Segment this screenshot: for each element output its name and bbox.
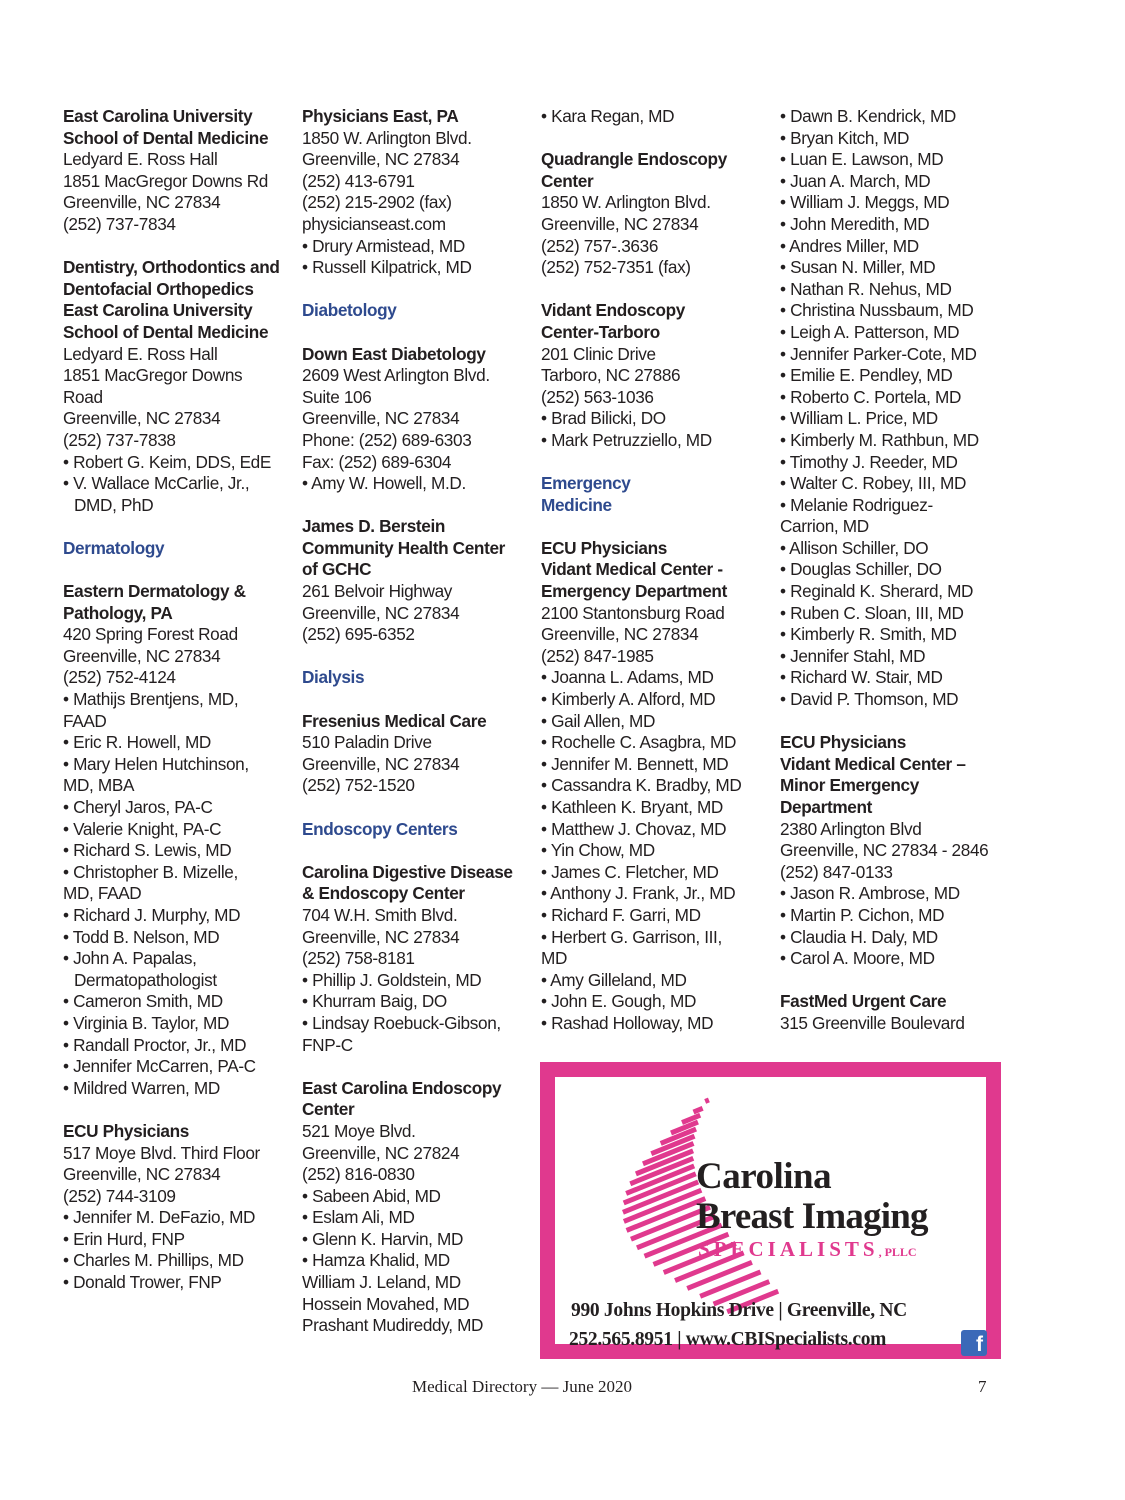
directory-entry xyxy=(302,1078,527,1337)
entry-line: Road xyxy=(63,386,103,407)
directory-entry xyxy=(63,106,288,236)
ad-business-name-line1: Carolina xyxy=(696,1156,832,1197)
entry-line: (252) 752-1520 xyxy=(302,775,415,796)
entry-line: 704 W.H. Smith Blvd. xyxy=(302,904,458,925)
entry-name: Quadrangle Endoscopy xyxy=(541,149,727,170)
entry-line: 510 Paladin Drive xyxy=(302,732,432,753)
entry-line: • Phillip J. Goldstein, MD xyxy=(302,969,482,990)
entry-line: • Walter C. Robey, III, MD xyxy=(780,473,967,494)
directory-entry xyxy=(302,106,527,279)
entry-line: (252) 847-1985 xyxy=(541,645,654,666)
ad-subtitle-suffix: , PLLC xyxy=(878,1245,917,1259)
entry-line: Ledyard E. Ross Hall xyxy=(63,343,218,364)
entry-name: Dentofacial Orthopedics xyxy=(63,278,254,299)
entry-line: Greenville, NC 27834 xyxy=(302,408,460,429)
entry-line: • Rochelle C. Asagbra, MD xyxy=(541,732,737,753)
entry-line: Greenville, NC 27834 xyxy=(541,213,699,234)
directory-entry xyxy=(541,538,766,1035)
entry-line: • Claudia H. Daly, MD xyxy=(780,926,938,947)
entry-line: (252) 695-6352 xyxy=(302,624,415,645)
entry-line: DMD, PhD xyxy=(74,494,154,515)
entry-line: • David P. Thomson, MD xyxy=(780,689,959,710)
page-number: 7 xyxy=(978,1377,987,1396)
entry-line: • Timothy J. Reeder, MD xyxy=(780,451,958,472)
entry-line: • Emilie E. Pendley, MD xyxy=(780,365,953,386)
entry-name: School of Dental Medicine xyxy=(63,127,269,148)
entry-line: MD, FAAD xyxy=(63,883,142,904)
entry-line: (252) 215-2902 (fax) xyxy=(302,192,452,213)
entry-line: • Nathan R. Nehus, MD xyxy=(780,278,952,299)
entry-line: • Hamza Khalid, MD xyxy=(302,1250,450,1271)
entry-line: physicianseast.com xyxy=(302,213,446,234)
section-heading xyxy=(302,819,527,841)
entry-line: • Brad Bilicki, DO xyxy=(541,408,666,429)
section-title: Dialysis xyxy=(302,667,365,688)
entry-line: 261 Belvoir Highway xyxy=(302,581,453,602)
entry-line: • Kara Regan, MD xyxy=(541,106,675,126)
ad-business-name-line2: Breast Imaging xyxy=(696,1196,928,1237)
entry-line: • Valerie Knight, PA-C xyxy=(63,818,222,839)
section-title: Dermatology xyxy=(63,537,165,558)
entry-name: Fresenius Medical Care xyxy=(302,710,487,731)
entry-name: Physicians East, PA xyxy=(302,106,459,126)
entry-name: East Carolina Endoscopy xyxy=(302,1077,502,1098)
entry-name: Eastern Dermatology & xyxy=(63,581,246,602)
entry-line: 2380 Arlington Blvd xyxy=(780,818,922,839)
entry-line: 201 Clinic Drive xyxy=(541,343,656,364)
entry-line: • Melanie Rodriguez- xyxy=(780,494,933,515)
entry-line: • Jennifer Stahl, MD xyxy=(780,645,926,666)
entry-line: Prashant Mudireddy, MD xyxy=(302,1315,484,1336)
entry-line: Greenville, NC 27834 xyxy=(302,149,460,170)
entry-name: & Endoscopy Center xyxy=(302,883,465,904)
entry-line: • Glenn K. Harvin, MD xyxy=(302,1228,464,1249)
entry-name: Department xyxy=(780,797,873,817)
entry-line: • Ruben C. Sloan, III, MD xyxy=(780,602,964,623)
entry-line: • Anthony J. Frank, Jr., MD xyxy=(541,883,736,904)
entry-line: • Kimberly M. Rathbun, MD xyxy=(780,429,979,450)
directory-entry xyxy=(63,257,288,516)
entry-line: • Jennifer M. DeFazio, MD xyxy=(63,1207,256,1228)
directory-entry xyxy=(302,862,527,1056)
entry-line: • Allison Schiller, DO xyxy=(780,537,929,558)
entry-line: • Juan A. March, MD xyxy=(780,170,931,191)
entry-name: Center xyxy=(541,170,594,191)
entry-line: • Robert G. Keim, DDS, EdE xyxy=(63,451,272,472)
entry-line: 1850 W. Arlington Blvd. xyxy=(302,127,472,148)
entry-line: Ledyard E. Ross Hall xyxy=(63,149,218,170)
entry-line: • James C. Fletcher, MD xyxy=(541,861,719,882)
entry-line: • Gail Allen, MD xyxy=(541,710,656,731)
entry-line: • William J. Meggs, MD xyxy=(780,192,950,213)
entry-line: (252) 744-3109 xyxy=(63,1185,176,1206)
entry-line: Hossein Movahed, MD xyxy=(302,1293,470,1314)
entry-name: School of Dental Medicine xyxy=(63,321,269,342)
entry-line: • Matthew J. Chovaz, MD xyxy=(541,818,727,839)
directory-column-3 xyxy=(541,106,766,1056)
entry-line: (252) 847-0133 xyxy=(780,861,893,882)
entry-line: 1850 W. Arlington Blvd. xyxy=(541,192,711,213)
entry-line: • Reginald K. Sherard, MD xyxy=(780,581,974,602)
entry-name: ECU Physicians xyxy=(541,537,667,558)
entry-line: MD xyxy=(541,948,568,969)
footer-title: Medical Directory — June 2020 xyxy=(412,1377,632,1396)
entry-line: • Carol A. Moore, MD xyxy=(780,948,935,969)
entry-line: Fax: (252) 689-6304 xyxy=(302,451,452,472)
entry-line: • Richard J. Murphy, MD xyxy=(63,904,241,925)
entry-line: • Kimberly A. Alford, MD xyxy=(541,689,716,710)
entry-line: (252) 752-4124 xyxy=(63,667,176,688)
entry-name: Center xyxy=(302,1099,355,1120)
entry-line: • John E. Gough, MD xyxy=(541,991,697,1012)
entry-name: FastMed Urgent Care xyxy=(780,991,947,1012)
entry-line: • Richard W. Stair, MD xyxy=(780,667,943,688)
entry-line: 315 Greenville Boulevard xyxy=(780,1012,965,1033)
entry-line: • Amy Gilleland, MD xyxy=(541,969,687,990)
entry-line: • Luan E. Lawson, MD xyxy=(780,149,944,170)
entry-line: • Richard S. Lewis, MD xyxy=(63,840,232,861)
entry-line: 521 Moye Blvd. xyxy=(302,1120,416,1141)
entry-name: Vidant Medical Center – xyxy=(780,753,966,774)
entry-line: • Cassandra K. Bradby, MD xyxy=(541,775,742,796)
entry-line: • Douglas Schiller, DO xyxy=(780,559,942,580)
entry-line: • Mathijs Brentjens, MD, xyxy=(63,689,239,710)
entry-line: Phone: (252) 689-6303 xyxy=(302,429,472,450)
entry-line: (252) 563-1036 xyxy=(541,386,654,407)
entry-line: • Joanna L. Adams, MD xyxy=(541,667,714,688)
entry-line: 2100 Stantonsburg Road xyxy=(541,602,725,623)
entry-line: MD, MBA xyxy=(63,775,135,796)
entry-line: 1851 MacGregor Downs Rd xyxy=(63,170,268,191)
swoosh-stripe xyxy=(704,1098,710,1104)
entry-line: Greenville, NC 27824 xyxy=(302,1142,460,1163)
entry-line: Greenville, NC 27834 xyxy=(541,624,699,645)
directory-entry xyxy=(541,106,766,128)
ad-subtitle xyxy=(698,1237,917,1262)
entry-line: • Leigh A. Patterson, MD xyxy=(780,321,960,342)
directory-entry xyxy=(780,106,1020,711)
entry-line: • Richard F. Garri, MD xyxy=(541,904,701,925)
entry-line: Dermatopathologist xyxy=(74,969,217,990)
entry-line: • Donald Trower, FNP xyxy=(63,1272,222,1293)
entry-line: • Sabeen Abid, MD xyxy=(302,1185,441,1206)
directory-entry xyxy=(302,344,527,495)
entry-line: Greenville, NC 27834 xyxy=(302,926,460,947)
entry-line: Greenville, NC 27834 xyxy=(302,602,460,623)
entry-line: • John Meredith, MD xyxy=(780,213,930,234)
entry-line: (252) 737-7834 xyxy=(63,213,176,234)
entry-name: Minor Emergency xyxy=(780,775,919,796)
entry-line: • Eslam Ali, MD xyxy=(302,1207,415,1228)
entry-line: FNP-C xyxy=(302,1034,353,1055)
entry-line: • Charles M. Phillips, MD xyxy=(63,1250,244,1271)
entry-line: (252) 816-0830 xyxy=(302,1164,415,1185)
entry-line: 2609 West Arlington Blvd. xyxy=(302,365,490,386)
entry-line: • Roberto C. Portela, MD xyxy=(780,386,962,407)
entry-line: • Drury Armistead, MD xyxy=(302,235,465,256)
entry-line: • Jennifer McCarren, PA-C xyxy=(63,1056,256,1077)
entry-line: • Yin Chow, MD xyxy=(541,840,655,861)
directory-entry xyxy=(541,149,766,279)
entry-line: Greenville, NC 27834 - 2846 xyxy=(780,840,989,861)
entry-line: • Mary Helen Hutchinson, xyxy=(63,753,249,774)
carolina-breast-imaging-ad xyxy=(540,1062,1001,1359)
entry-name: Dentistry, Orthodontics and xyxy=(63,257,280,278)
section-heading xyxy=(302,667,527,689)
entry-name: James D. Berstein xyxy=(302,516,446,537)
entry-line: • Virginia B. Taylor, MD xyxy=(63,1012,230,1033)
entry-line: William J. Leland, MD xyxy=(302,1272,461,1293)
directory-column-1 xyxy=(63,106,288,1315)
entry-line: • Bryan Kitch, MD xyxy=(780,127,910,148)
entry-name: Pathology, PA xyxy=(63,602,173,623)
entry-line: Greenville, NC 27834 xyxy=(63,192,221,213)
directory-column-2 xyxy=(302,106,527,1358)
entry-line: • Jennifer M. Bennett, MD xyxy=(541,753,729,774)
directory-column-4 xyxy=(780,106,1020,1056)
entry-name: Vidant Medical Center - xyxy=(541,559,723,580)
directory-entry xyxy=(63,1121,288,1294)
ad-subtitle-main: SPECIALISTS xyxy=(698,1237,879,1261)
entry-name: ECU Physicians xyxy=(780,732,906,753)
entry-line: • Jennifer Parker-Cote, MD xyxy=(780,343,977,364)
section-title: Medicine xyxy=(541,494,612,515)
entry-name: of GCHC xyxy=(302,559,372,580)
ad-phone-website: 252.565.8951 | www.CBISpecialists.com xyxy=(569,1329,887,1350)
entry-line: (252) 737-7838 xyxy=(63,429,176,450)
section-heading xyxy=(63,538,288,560)
entry-line: • Mark Petruzziello, MD xyxy=(541,429,712,450)
section-title: Endoscopy Centers xyxy=(302,818,458,839)
entry-line: • Russell Kilpatrick, MD xyxy=(302,257,472,278)
entry-line: Greenville, NC 27834 xyxy=(302,753,460,774)
entry-line: Greenville, NC 27834 xyxy=(63,408,221,429)
entry-line: 420 Spring Forest Road xyxy=(63,624,238,645)
entry-line: • Christina Nussbaum, MD xyxy=(780,300,974,321)
entry-line: • Todd B. Nelson, MD xyxy=(63,926,220,947)
entry-line: Greenville, NC 27834 xyxy=(63,645,221,666)
entry-line: • Jason R. Ambrose, MD xyxy=(780,883,960,904)
entry-line: • Andres Miller, MD xyxy=(780,235,919,256)
entry-line: • Mildred Warren, MD xyxy=(63,1077,220,1098)
entry-line: • Amy W. Howell, M.D. xyxy=(302,473,466,494)
entry-line: • Kathleen K. Bryant, MD xyxy=(541,797,723,817)
entry-line: • Cameron Smith, MD xyxy=(63,991,223,1012)
entry-line: FAAD xyxy=(63,710,107,731)
entry-name: Vidant Endoscopy xyxy=(541,300,686,321)
entry-line: Tarboro, NC 27886 xyxy=(541,365,681,386)
entry-line: (252) 413-6791 xyxy=(302,170,415,191)
directory-entry xyxy=(780,991,1020,1034)
entry-line: Carrion, MD xyxy=(780,516,869,537)
entry-line: • Randall Proctor, Jr., MD xyxy=(63,1034,247,1055)
entry-line: • Christopher B. Mizelle, xyxy=(63,861,238,882)
entry-line: • Erin Hurd, FNP xyxy=(63,1228,185,1249)
section-heading xyxy=(302,300,527,322)
entry-name: East Carolina University xyxy=(63,106,253,126)
entry-line: • Dawn B. Kendrick, MD xyxy=(780,106,956,126)
entry-line: • William L. Price, MD xyxy=(780,408,938,429)
directory-entry xyxy=(302,711,527,797)
entry-line: • V. Wallace McCarlie, Jr., xyxy=(63,473,250,494)
entry-name: Down East Diabetology xyxy=(302,343,486,364)
section-heading xyxy=(541,473,766,516)
facebook-icon[interactable]: f xyxy=(961,1330,987,1356)
entry-line: (252) 758-8181 xyxy=(302,948,415,969)
section-title: Emergency xyxy=(541,473,631,494)
entry-line: Greenville, NC 27834 xyxy=(63,1164,221,1185)
entry-line: 517 Moye Blvd. Third Floor xyxy=(63,1142,260,1163)
entry-name: East Carolina University xyxy=(63,300,253,321)
entry-line: • Rashad Holloway, MD xyxy=(541,1012,714,1033)
entry-line: • Eric R. Howell, MD xyxy=(63,732,211,753)
entry-name: Community Health Center xyxy=(302,537,506,558)
directory-entry xyxy=(63,581,288,1099)
entry-name: Carolina Digestive Disease xyxy=(302,861,513,882)
entry-line: (252) 752-7351 (fax) xyxy=(541,257,691,278)
swoosh-stripe xyxy=(699,1270,761,1299)
entry-line: 1851 MacGregor Downs xyxy=(63,365,243,386)
swoosh-stripe xyxy=(693,1106,704,1114)
entry-line: Suite 106 xyxy=(302,386,372,407)
entry-line: • Herbert G. Garrison, III, xyxy=(541,926,722,947)
entry-name: Center-Tarboro xyxy=(541,321,660,342)
ad-address: 990 Johns Hopkins Drive | Greenville, NC xyxy=(571,1300,907,1321)
entry-line: • Khurram Baig, DO xyxy=(302,991,447,1012)
entry-name: Emergency Department xyxy=(541,581,727,602)
entry-line: • Cheryl Jaros, PA-C xyxy=(63,797,213,817)
entry-line: (252) 757-.3636 xyxy=(541,235,659,256)
entry-name: ECU Physicians xyxy=(63,1120,189,1141)
directory-entry xyxy=(780,732,1020,970)
section-title: Diabetology xyxy=(302,300,397,321)
entry-line: • John A. Papalas, xyxy=(63,948,197,969)
entry-line: • Susan N. Miller, MD xyxy=(780,257,936,278)
directory-entry xyxy=(541,300,766,451)
entry-line: • Martin P. Cichon, MD xyxy=(780,904,945,925)
entry-line: • Kimberly R. Smith, MD xyxy=(780,624,957,645)
entry-line: • Lindsay Roebuck-Gibson, xyxy=(302,1012,501,1033)
directory-entry xyxy=(302,516,527,646)
